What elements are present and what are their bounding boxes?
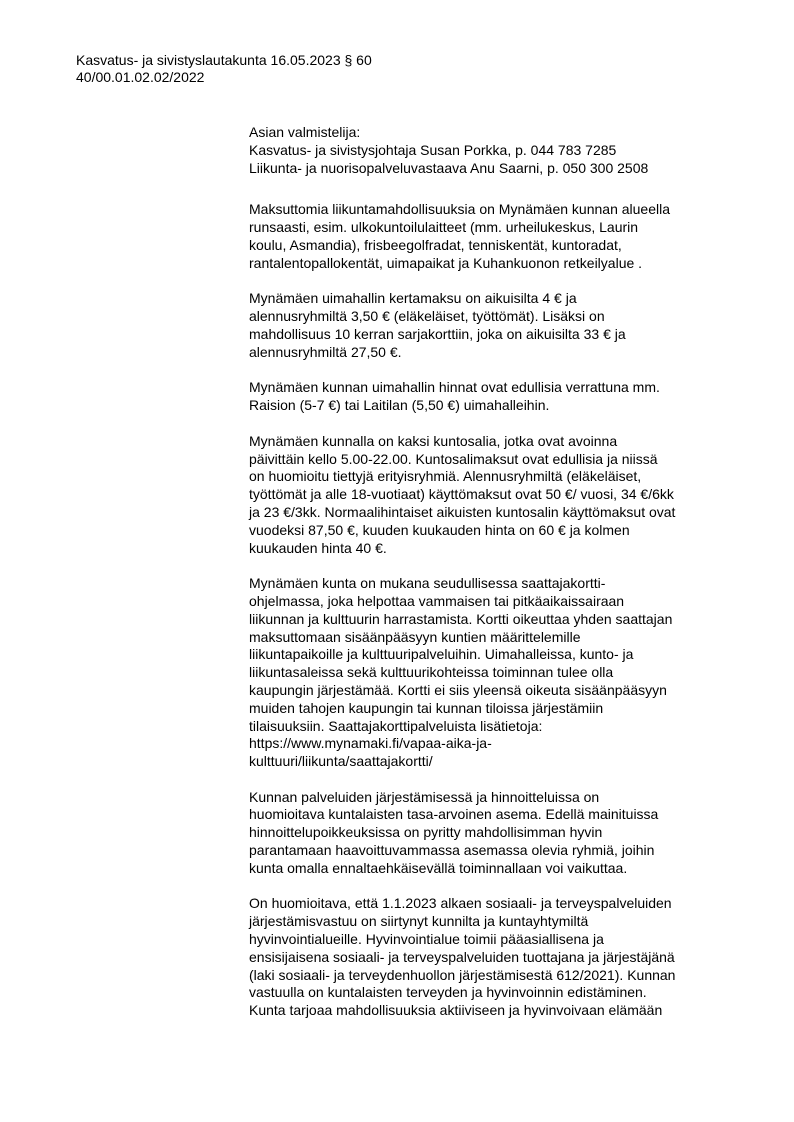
text-line: runsaasti, esim. ulkokuntoilulaitteet (mm. urheilukeskus, Laurin <box>249 219 639 236</box>
text-line: ohjelmassa, joka helpottaa vammaisen tai pitkäaikaissairaan <box>249 592 625 609</box>
paragraph-swimming-hall-fees <box>249 290 719 361</box>
paragraph-companion-card <box>249 575 719 771</box>
text-line: kaupungin järjestämää. Kortti ei siis yleensä oikeuta sisäänpääsyyn <box>249 681 667 698</box>
preparer-heading: Asian valmistelija: <box>249 124 361 140</box>
text-line: Kunnan palveluiden järjestämisessä ja hinnoitteluissa on <box>249 788 600 805</box>
text-line: liikuntapaikoille ja kulttuuripalveluihin. Uimahalleissa, kunto- ja <box>249 646 634 663</box>
text-line: tilaisuuksiin. Saattajakorttipalveluista lisätietoja: <box>249 717 543 734</box>
text-line: Mynämäen uimahallin kertamaksu on aikuisilta 4 € ja <box>249 290 577 307</box>
paragraph-equality <box>249 789 719 878</box>
text-line: liikuntasaleissa sekä kulttuurikohteissa toiminnan tulee olla <box>249 664 614 681</box>
text-line: Kunta tarjoaa mahdollisuuksia aktiiviseen ja hyvinvoivaan elämään <box>249 1002 663 1019</box>
preparer-line: Kasvatus- ja sivistysjohtaja Susan Porkka, p. 044 783 7285 <box>249 141 617 158</box>
text-line: on huomioitu tiettyjä erityisryhmiä. Alennusryhmiltä (eläkeläiset, <box>249 468 642 485</box>
document-header <box>76 52 372 85</box>
text-line: hinnoittelupoikkeuksissa on pyritty mahdollisimman hyvin <box>249 824 603 841</box>
text-line: On huomioitava, että 1.1.2023 alkaen sosiaali- ja terveyspalveluiden <box>249 895 672 912</box>
text-line: työttömät ja alle 18-vuotiaat) käyttömaksut ovat 50 €/ vuosi, 34 €/6kk <box>249 486 674 503</box>
text-line: Mynämäen kunnalla on kaksi kuntosalia, jotka ovat avoinna <box>249 432 618 449</box>
companion-card-url[interactable]: kulttuuri/liikunta/saattajakortti/ <box>249 753 433 770</box>
paragraph-price-comparison <box>249 379 719 415</box>
meeting-reference: Kasvatus- ja sivistyslautakunta 16.05.2023 § 60 <box>76 52 372 68</box>
text-line: Raision (5-7 €) tai Laitilan (5,50 €) uimahalleihin. <box>249 397 550 414</box>
text-line: kunta omalla ennaltaehkäisevällä toiminnallaan voi vaikuttaa. <box>249 859 628 876</box>
text-line: Maksuttomia liikuntamahdollisuuksia on Mynämäen kunnan alueella <box>249 201 671 218</box>
paragraph-free-facilities <box>249 201 719 272</box>
text-line: maksuttomaan sisäänpääsyyn kuntien määrittelemille <box>249 628 581 645</box>
document-body <box>249 124 719 1020</box>
text-line: hyvinvointialueille. Hyvinvointialue toimii pääasiallisena ja <box>249 931 604 948</box>
text-line: Mynämäen kunta on mukana seudullisessa saattajakortti- <box>249 575 606 592</box>
text-line: rantalentopallokentät, uimapaikat ja Kuhankuonon retkeilyalue . <box>249 254 643 271</box>
text-line: Mynämäen kunnan uimahallin hinnat ovat edullisia verrattuna mm. <box>249 379 660 396</box>
text-line: parantamaan haavoittuvammassa asemassa olevia ryhmiä, joihin <box>249 842 655 859</box>
text-line: ensisijaisena sosiaali- ja terveyspalveluiden tuottajana ja järjestäjänä <box>249 948 675 965</box>
text-line: alennusryhmiltä 3,50 € (eläkeläiset, työttömät). Lisäksi on <box>249 308 605 325</box>
preparer-block <box>249 124 719 177</box>
text-line: alennusryhmiltä 27,50 €. <box>249 343 402 360</box>
text-line: huomioitava kuntalaisten tasa-arvoinen asema. Edellä mainituissa <box>249 806 659 823</box>
text-line: vastuulla on kuntalaisten terveyden ja hyvinvoinnin edistäminen. <box>249 984 647 1001</box>
preparer-line: Liikunta- ja nuorisopalveluvastaava Anu Saarni, p. 050 300 2508 <box>249 159 649 176</box>
text-line: muiden tahojen kaupungin tai kunnan tiloissa järjestämiin <box>249 699 604 716</box>
text-line: päivittäin kello 5.00-22.00. Kuntosalimaksut ovat edullisia ja niissä <box>249 450 658 467</box>
text-line: liikunnan ja kulttuurin harrastamista. Kortti oikeuttaa yhden saattajan <box>249 610 673 627</box>
record-number: 40/00.01.02.02/2022 <box>76 68 205 85</box>
text-line: mahdollisuus 10 kerran sarjakorttiin, joka on aikuisilta 33 € ja <box>249 325 626 342</box>
text-line: ja 23 €/3kk. Normaalihintaiset aikuisten kuntosalin käyttömaksut ovat <box>249 503 676 520</box>
text-line: (laki sosiaali- ja terveydenhuollon järjestämisestä 612/2021). Kunnan <box>249 966 676 983</box>
paragraph-wellbeing-services <box>249 895 719 1020</box>
text-line: vuodeksi 87,50 €, kuuden kuukauden hinta on 60 € ja kolmen <box>249 521 630 538</box>
companion-card-url[interactable]: https://www.mynamaki.fi/vapaa-aika-ja- <box>249 735 492 752</box>
text-line: järjestämisvastuu on siirtynyt kunnilta ja kuntayhtymiltä <box>249 913 589 930</box>
text-line: koulu, Asmandia), frisbeegolfradat, tenniskentät, kuntoradat, <box>249 236 622 253</box>
text-line: kuukauden hinta 40 €. <box>249 539 387 556</box>
paragraph-gym-fees <box>249 433 719 558</box>
